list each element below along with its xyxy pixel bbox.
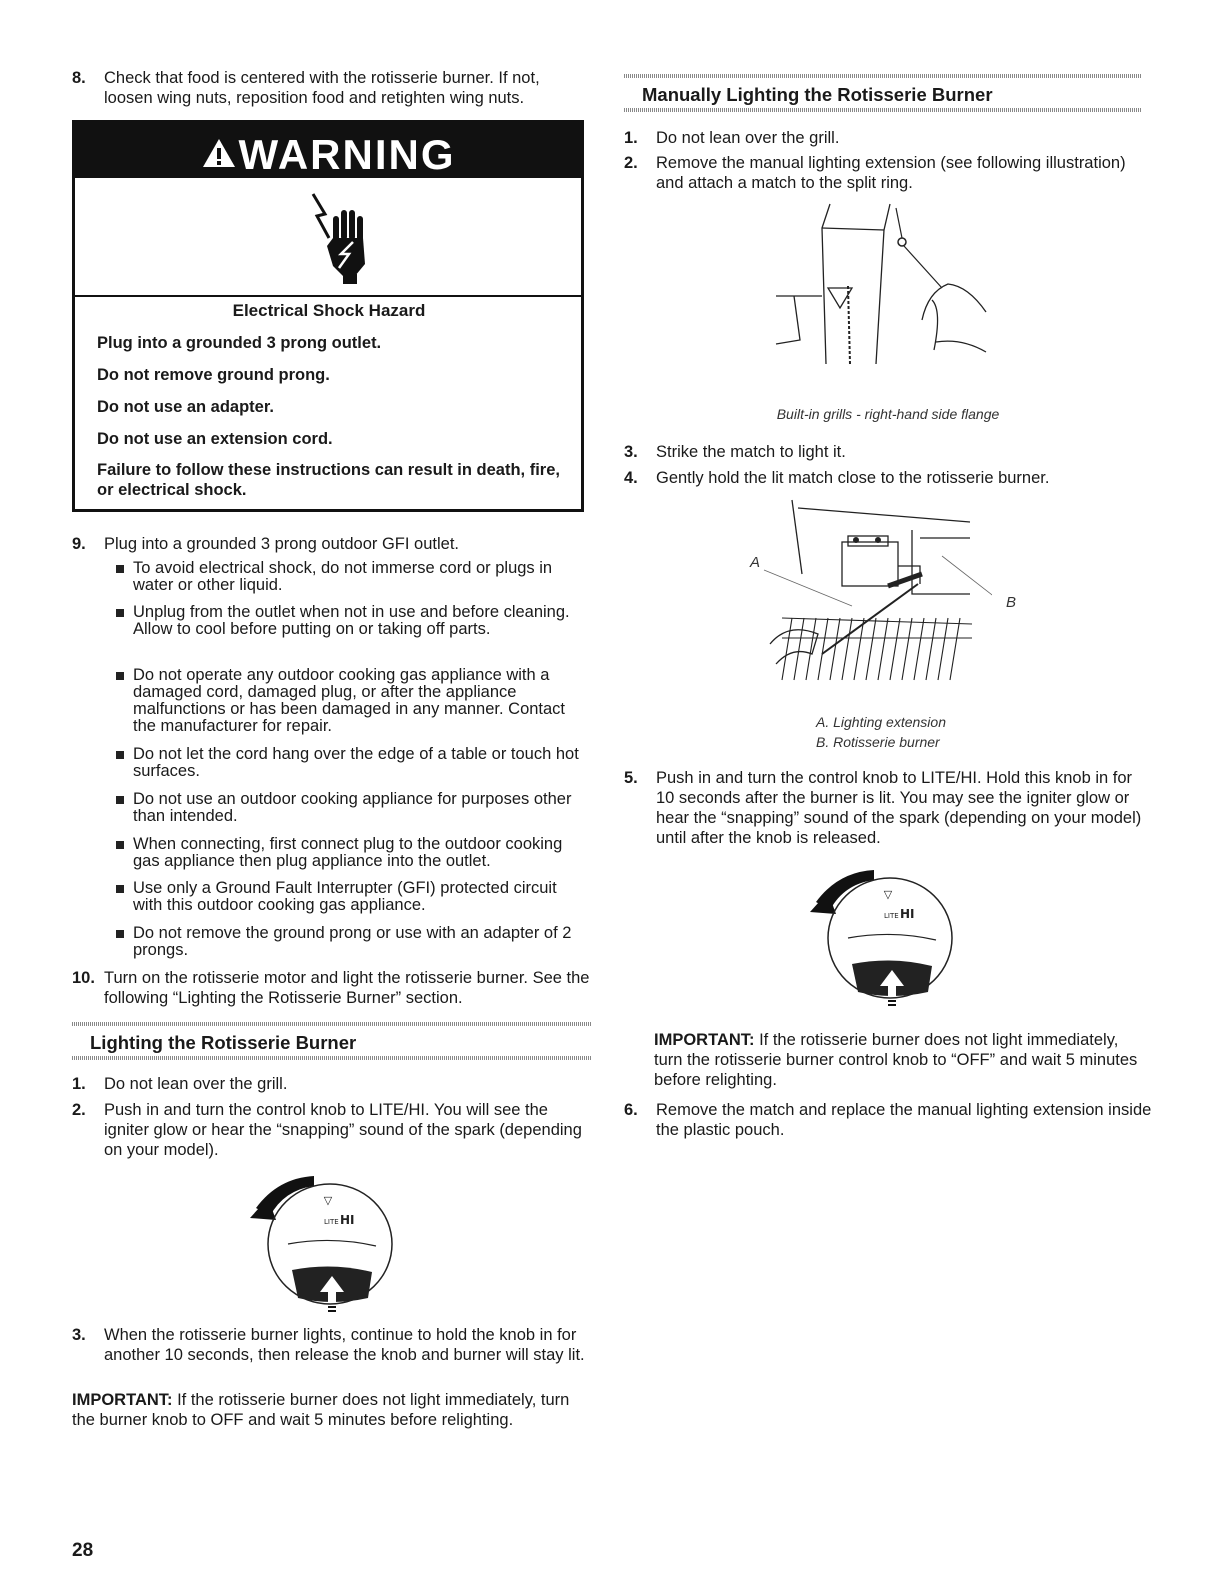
svg-text:HI: HI: [900, 907, 915, 921]
svg-text:LITE: LITE: [884, 912, 899, 920]
section-title-lighting: Lighting the Rotisserie Burner: [90, 1032, 357, 1053]
rotisserie-burner-illustration: [752, 494, 992, 684]
page-number: 28: [72, 1540, 94, 1561]
hazard-title: Electrical Shock Hazard: [232, 301, 426, 320]
lighting-extension-illustration: [772, 200, 1002, 370]
callout-a: A: [750, 554, 761, 571]
warning-line: Do not remove ground prong.: [97, 366, 330, 384]
control-knob-illustration: [248, 1168, 398, 1318]
warning-line: Do not use an adapter.: [97, 398, 274, 416]
svg-text:▽: ▽: [883, 888, 893, 901]
section-rule: [72, 1022, 592, 1026]
control-knob-illustration: [808, 862, 958, 1012]
warning-box: [72, 120, 584, 512]
caption-lighting-extension: A. Lighting extension: [816, 714, 946, 730]
electric-shock-hand-icon: [303, 186, 383, 286]
section-rule: [72, 1056, 592, 1060]
warning-line: Do not use an extension cord.: [97, 430, 333, 448]
important-note-left: IMPORTANT: If the rotisserie burner does not light immediately, turn the burner knob to OFF and wait 5 minutes before relighting.: [72, 1391, 570, 1429]
svg-text:▽: ▽: [323, 1194, 333, 1207]
svg-text:LITE: LITE: [324, 1218, 339, 1226]
warning-icon-area: [75, 178, 581, 297]
important-note-right: IMPORTANT: If the rotisserie burner does not light immediately, turn the rotisserie burner control knob to “OFF” and wait 5 minutes before relighting.: [654, 1031, 1138, 1089]
callout-b: B: [1006, 594, 1017, 611]
warning-line: Failure to follow these instructions can result in death, fire, or electrical shock.: [97, 461, 560, 499]
svg-text:HI: HI: [340, 1213, 355, 1227]
caption-flange: Built-in grills - right-hand side flange: [776, 406, 1000, 422]
warning-triangle-icon: [201, 126, 237, 184]
section-rule: [624, 108, 1142, 112]
section-rule: [624, 74, 1142, 78]
warning-line: Plug into a grounded 3 prong outlet.: [97, 334, 382, 352]
section-title-manual-lighting: Manually Lighting the Rotisserie Burner: [642, 84, 993, 105]
warning-header: WARNING: [75, 123, 581, 178]
caption-rotisserie-burner: B. Rotisserie burner: [816, 734, 940, 750]
